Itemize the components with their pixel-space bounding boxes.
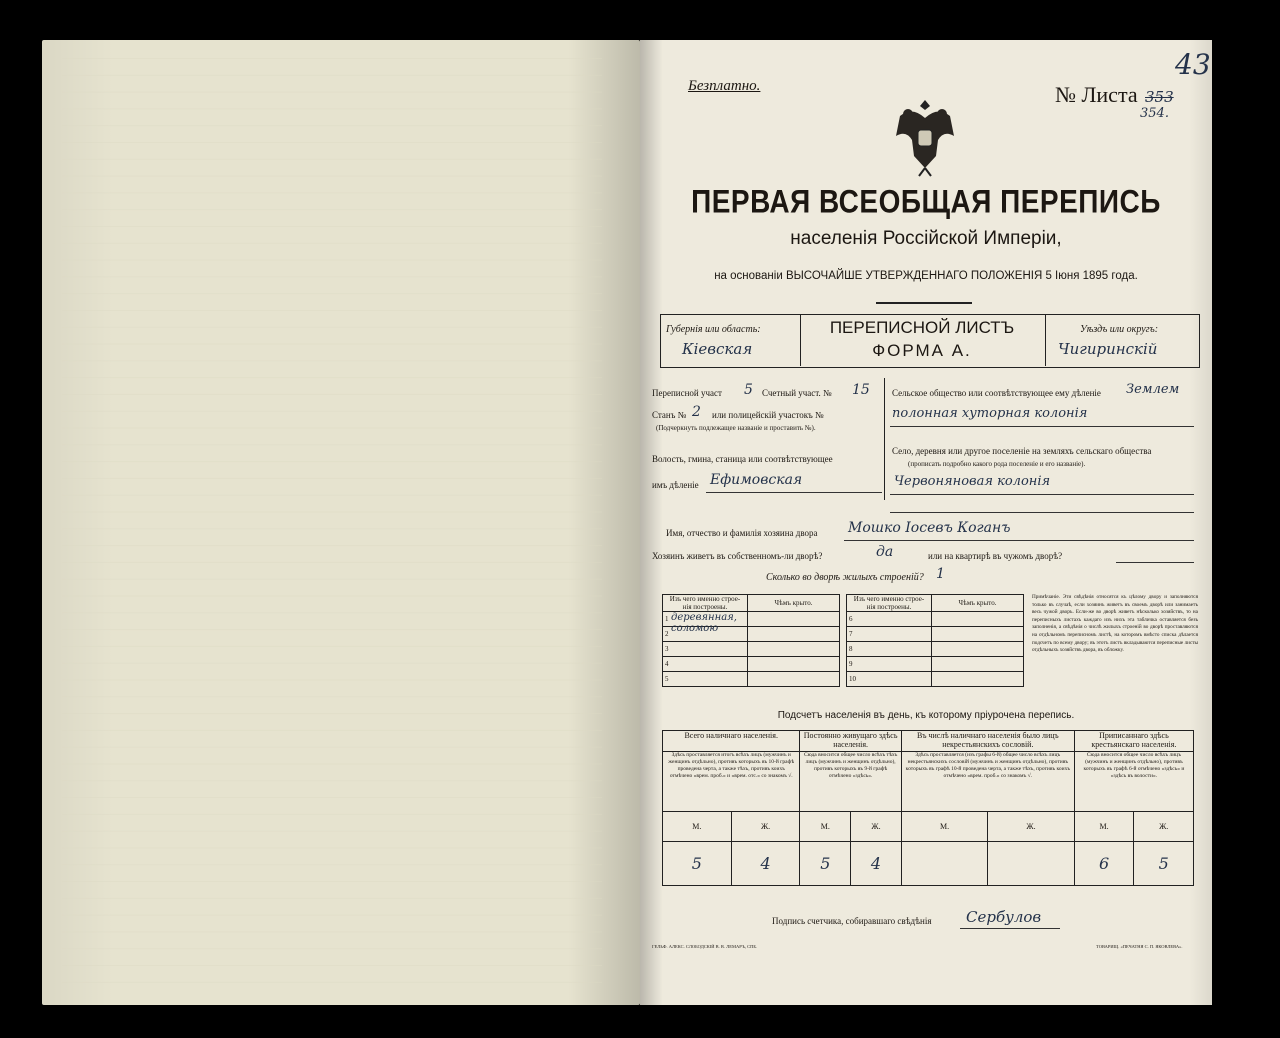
signature-label: Подпись счетчика, собиравшаго свѣдѣнія — [772, 916, 932, 926]
count-col-header: Постоянно живущаго здѣсь населенія. — [800, 731, 901, 752]
buildings-col-roof: Чѣмъ крыто. — [748, 595, 840, 612]
sheet-number: 354. — [1140, 106, 1169, 121]
count-value: 4 — [851, 842, 902, 886]
buildings-col-material: Изъ чего именно строе- нія построены. — [663, 595, 748, 612]
zh-label: Ж. — [731, 812, 800, 842]
census-subtitle: населенія Россійской Имперіи, — [790, 228, 1062, 249]
row-num: 1 — [665, 615, 669, 623]
sheet-number-struck: 353 — [1145, 88, 1174, 106]
owner-label: Имя, отчество и фамилія хозяина двора — [666, 528, 818, 538]
uchastok-label: Переписной участ — [652, 388, 722, 398]
society-value-2: полонная хуторная колонія — [892, 406, 1088, 421]
society-value: Землем — [1126, 382, 1180, 397]
enumerator-signature: Сербулов — [966, 908, 1042, 926]
count-value — [901, 842, 987, 886]
society-underline — [890, 426, 1194, 427]
count-col-note: Здѣсь проставляется (изъ графы 6-й) общее число всѣхъ лицъ некрестьянскихъ сословій (мужчинъ и женщинъ отдѣльно), противъ которыхъ въ графѣ 10-й проведена черта, а также тѣхъ, противъ коихъ отмѣчено «врем. проб.» со знакомъ √. — [901, 752, 1074, 812]
left-blank-page — [42, 40, 640, 1005]
buildings-table-left — [662, 594, 840, 687]
corner-number: 43 — [1175, 48, 1211, 81]
volost-label-2: имъ дѣленіе — [652, 480, 699, 490]
title-divider — [876, 302, 972, 304]
row-num: 3 — [663, 642, 748, 657]
buildings-label: Сколько во дворѣ жилыхъ строеній? — [766, 572, 924, 583]
village-underline — [890, 494, 1194, 495]
schetny-value: 15 — [852, 382, 870, 398]
row-num: 10 — [847, 672, 932, 687]
lives-suffix: или на квартирѣ въ чужомъ дворѣ? — [928, 551, 1063, 561]
volost-value: Ефимовская — [710, 472, 803, 488]
row-num: 9 — [847, 657, 932, 672]
census-decree: на основаніи ВЫСОЧАЙШЕ УТВЕРЖДЕННАГО ПОЛОЖЕНІЯ 5 Іюня 1895 года. — [714, 270, 1138, 282]
guberniya-label: Губернія или область: — [666, 324, 761, 335]
count-table — [662, 730, 1194, 886]
uchastok-value: 5 — [744, 382, 753, 398]
left-page-lines — [62, 58, 602, 993]
row-num: 6 — [847, 612, 932, 627]
count-value: 5 — [663, 842, 732, 886]
signature-underline — [960, 928, 1060, 929]
buildings-note: Примѣчаніе. Эти свѣдѣнія относятся къ цѣлому двору и заполняются только въ случаѣ, если хозяинъ живетъ въ своемъ дворѣ или занимаетъ весь чужой дворъ. Если-же во дворѣ живетъ нѣсколько хозяйствъ, то на переписныхъ листахъ каждаго изъ нихъ эта табличка оставляется безъ заполненія, а свѣдѣнія о числѣ жилыхъ строеній во дворѣ проставляются на отдѣльномъ переписномъ листѣ, на которомъ вмѣсто списка дѣлается подсчетъ по всему двору; въ этотъ листъ вкладываются переписные листы отдѣльныхъ хозяйствъ двора, въ обложку. — [1032, 594, 1198, 654]
form-name: ФОРМА А. — [872, 341, 972, 360]
count-value: 5 — [1134, 842, 1194, 886]
count-value: 4 — [731, 842, 800, 886]
guberniya-value: Кіевская — [682, 340, 753, 358]
count-col-header: Всего наличнаго населенія. — [663, 731, 800, 752]
village-value: Червоняновая колонія — [894, 474, 1051, 489]
volost-label: Волость, гмина, станица или соотвѣтствующее — [652, 454, 833, 464]
uezd-label: Уѣздъ или округъ: — [1080, 324, 1159, 335]
free-label: Безплатно. — [688, 78, 761, 94]
row-num: 4 — [663, 657, 748, 672]
owner-value: Мошко Іосевъ Коганъ — [848, 520, 1011, 536]
lives-label: Хозяинъ живетъ въ собственномъ-ли дворѣ? — [652, 551, 823, 561]
volost-underline — [706, 492, 882, 493]
zh-label: Ж. — [988, 812, 1075, 842]
row-num: 5 — [663, 672, 748, 687]
m-label: М. — [901, 812, 987, 842]
m-label: М. — [800, 812, 851, 842]
uezd-value: Чигиринскій — [1058, 340, 1158, 358]
buildings-value: 1 — [936, 566, 945, 582]
row-num: 8 — [847, 642, 932, 657]
lives-value: да — [876, 544, 894, 560]
printer-left: ГЕЛЬФ. АЛЕКС. СЛОБОДСКІЙ В. В. ЛЕМАРЪ, СПБ. — [652, 944, 758, 949]
fields-column-divider — [884, 378, 885, 500]
form-title: ПЕРЕПИСНОЙ ЛИСТЪ — [829, 318, 1015, 337]
row1-value: деревянная, соломою — [671, 612, 737, 634]
village-note: (прописать подробно какого рода поселеніе и его названіе). — [908, 460, 1086, 468]
count-title: Подсчетъ населенія въ день, къ которому пріурочена перепись. — [777, 710, 1075, 721]
census-form-page — [640, 40, 1212, 1005]
count-col-note: Здѣсь проставляется итогъ всѣхъ лицъ (мужчинъ и женщинъ отдѣльно), противъ которыхъ въ 10-й графѣ проведена черта, а также тѣхъ, противъ коихъ отмѣчено «врем. проб.» и «врем. отс.» со знакомъ √. — [663, 752, 800, 812]
printer-right: ТОВАРИЩ. «ПЕЧАТНЯ С. П. ЯКОВЛЕВА». — [1096, 944, 1183, 949]
village-underline-2 — [890, 512, 1194, 513]
m-label: М. — [663, 812, 732, 842]
sheet-number-label: № Листа — [1055, 82, 1138, 107]
society-label: Сельское общество или соотвѣтствующее ему дѣленіе — [892, 388, 1101, 398]
lives-underline — [1116, 562, 1194, 563]
village-label: Село, деревня или другое поселеніе на земляхъ сельскаго общества — [892, 446, 1152, 456]
stan-value: 2 — [692, 404, 701, 420]
stan-label: Станъ № — [652, 410, 687, 420]
count-value: 6 — [1074, 842, 1134, 886]
stan-suffix: или полицейскій участокъ № — [712, 410, 824, 420]
count-col-note: Сюда вносится общее число всѣхъ тѣхъ лицъ (мужчинъ и женщинъ отдѣльно), противъ которыхъ въ 9-й графѣ отмѣчено «здѣсь». — [800, 752, 901, 812]
count-col-note: Сюда вносится общее число всѣхъ лицъ (мужчинъ и женщинъ отдѣльно), противъ которыхъ въ графѣ 6-й отмѣчено «здѣсь» и «здѣсь въ волости». — [1074, 752, 1193, 812]
count-value: 5 — [800, 842, 851, 886]
zh-label: Ж. — [1134, 812, 1194, 842]
stan-note: (Подчеркнуть подлежащее названіе и проставить №). — [656, 424, 816, 432]
m-label: М. — [1074, 812, 1134, 842]
row-num: 7 — [847, 627, 932, 642]
double-headed-eagle-emblem — [892, 96, 958, 178]
zh-label: Ж. — [851, 812, 902, 842]
buildings-col-material: Изъ чего именно строе- нія построены. — [847, 595, 932, 612]
schetny-label: Счетный участ. № — [762, 388, 832, 398]
buildings-col-roof: Чѣмъ крыто. — [932, 595, 1024, 612]
owner-underline — [844, 540, 1194, 541]
count-col-header: Въ числѣ наличнаго населенія было лицъ некрестьянскихъ сословій. — [901, 731, 1074, 752]
census-title: ПЕРВАЯ ВСЕОБЩАЯ ПЕРЕПИСЬ — [691, 183, 1161, 220]
count-value — [988, 842, 1075, 886]
row-num: 2 — [663, 627, 748, 642]
count-col-header: Приписаннаго здѣсь крестьянскаго населенія. — [1074, 731, 1193, 752]
buildings-table-right — [846, 594, 1024, 687]
